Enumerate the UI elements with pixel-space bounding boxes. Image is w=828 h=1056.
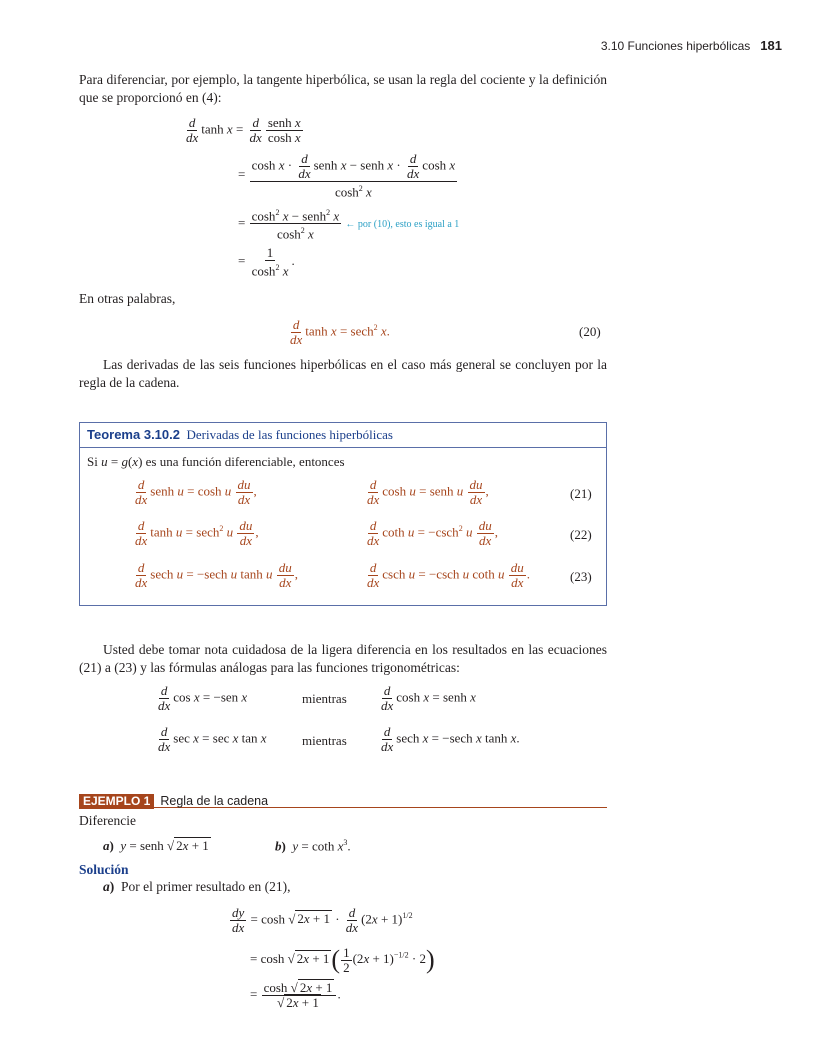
page-number: 181 [760,38,782,53]
theorem-premise: Si u = g(x) es una función diferenciable, entonces [87,454,345,469]
eq-22a: $\frac{d}{dx}$ tanh u = sech$^2$ u $\frac{du}{dx}$ , [135,518,259,548]
eq-cosh: $\frac{d}{dx}$ cosh x = senh x [381,683,476,713]
eq-21b: $\frac{d}{dx}$ cosh u = senh u $\frac{du}{dx}$ , [367,477,489,507]
section-title: 3.10 Funciones hiperbólicas [600,39,751,53]
theorem-label: Teorema 3.10.2 [87,427,180,442]
example-heading [79,792,607,808]
eq-23a: $\frac{d}{dx}$ sech u = −sech u tanh u $\frac{du}{dx}$ , [135,560,299,590]
solution-eq-1: $\frac{dy}{dx}$ = cosh √ 2x + 1 · $\frac{d}{dx}$ $(2x + 1)^{1/2}$ [232,905,413,935]
solution-eq-2: = cosh √ 2x + 1( $\frac{1}{2}$ $(2x + 1)^{-1/2} \cdot 2$) [250,944,435,975]
part-b-function: b) y = coth $x^3$. [275,838,351,854]
eq-21a: $\frac{d}{dx}$ senh u = cosh u $\frac{du}{dx}$ , [135,477,257,507]
differentiate-label: Diferencie [79,813,136,828]
eq-sech: $\frac{d}{dx}$ sech x = −sech x tanh x. [381,724,520,754]
eq-22b: $\frac{d}{dx}$ coth u = −csch$^2$ u $\frac{du}{dx}$ , [367,518,498,548]
mientras-2: mientras [302,733,347,748]
identity-note: ← por (10), esto es igual a 1 [345,218,460,230]
running-header [601,38,782,53]
example-label: EJEMPLO 1 [79,794,154,809]
solution-eq-3: = $\frac{\cosh √ 2x + 1}{√ 2x + 1}$ . [250,980,341,1010]
eq-21-number: (21) [570,486,592,501]
eq-23b: $\frac{d}{dx}$ csch u = −csch u coth u $\frac{du}{dx}$ . [367,560,531,590]
eq-20-number: (20) [579,324,601,339]
theorem-title: Derivadas de las funciones hiperbólicas [186,427,393,442]
eq-tanh-4: = $\frac{1}{\cosh^2 x}$ . [238,245,295,279]
eq-tanh-1: $\frac{d}{dx}$ tanh x = $\frac{d}{dx}$ $\frac{\text{senh x}}{\text{cosh x}}$ [186,115,301,145]
mientras-1: mientras [302,691,347,706]
example-title: Regla de la cadena [160,794,269,808]
chain-rule-paragraph: Las derivadas de las seis funciones hiperbólicas en el caso más general se concluyen por la regla de la cadena. [79,357,607,390]
eq-20: $\frac{d}{dx}$ tanh x = sech$^2$ x. [290,317,390,347]
part-a-function: a) y = senh √ 2x + 1 [103,838,209,853]
eq-tanh-3: = $\frac{\cosh^2 x - senh^2 x}{\cosh^2 x}$ ← por (10), esto es igual a 1 [238,208,460,242]
theorem-header [80,423,606,448]
eq-sec: $\frac{d}{dx}$ sec x = sec x tan x [158,724,267,754]
part-a-text: a) Por el primer resultado en (21), [103,879,291,894]
eq-tanh-2: = cosh x · $\frac{d}{dx}$ senh x − senh x · $\frac{d}{dx}$ cosh x $\cosh^2 x$ [238,151,456,200]
eq-22-number: (22) [570,527,592,542]
note-paragraph: Usted debe tomar nota cuidadosa de la ligera diferencia en los resultados en las ecuaciones (21) a (23) y las fórmulas análogas para las funciones trigonométricas: [79,642,607,675]
solution-heading: Solución [79,862,129,877]
other-words: En otras palabras, [79,291,176,306]
eq-23-number: (23) [570,569,592,584]
intro-paragraph: Para diferenciar, por ejemplo, la tangente hiperbólica, se usan la regla del cociente y la definición que se proporcionó en (4): [79,72,607,105]
eq-cos: $\frac{d}{dx}$ cos x = −sen x [158,683,248,713]
